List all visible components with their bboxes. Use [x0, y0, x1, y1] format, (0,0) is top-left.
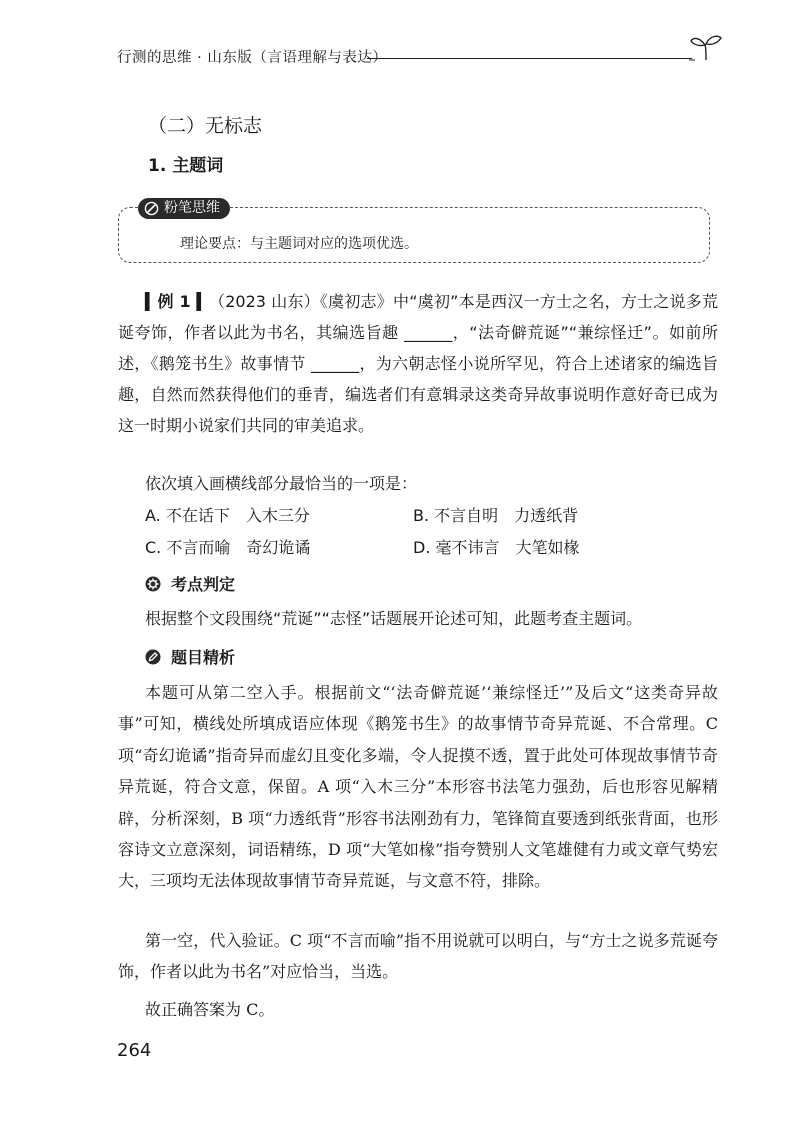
option-b: B. 不言自明 力透纸背	[413, 506, 579, 525]
point-heading-label: 考点判定	[171, 575, 236, 594]
running-header	[117, 40, 717, 70]
answer-text: 故正确答案为 C。	[145, 1000, 275, 1019]
option-a: A. 不在话下 入木三分	[145, 506, 310, 525]
subsection-title: 1. 主题词	[148, 156, 224, 176]
chalk-box-text: 理论要点：与主题词对应的选项优选。	[180, 236, 418, 252]
chalk-icon	[144, 201, 159, 216]
point-text: 根据整个文段围绕“荒诞”“志怪”话题展开论述可知，此题考查主题词。	[145, 609, 643, 628]
option-d: D. 毫不讳言 大笔如椽	[413, 538, 580, 557]
option-c: C. 不言而喻 奇幻诡谲	[145, 538, 311, 557]
detail-heading-label: 题目精析	[171, 648, 236, 667]
pen-icon	[145, 649, 161, 665]
sprout-icon	[689, 32, 723, 62]
point-heading	[145, 572, 235, 595]
example-label: ▍例 1 ▍	[145, 292, 209, 311]
detail-heading	[145, 645, 235, 668]
chalk-tag-label: 粉笔思维	[164, 200, 220, 216]
example-text: （2023 山东）《虞初志》中“虞初”本是西汉一方士之名，方士之说多荒诞夸饰，作者以此为书名，其编选旨趣 ______，“法奇僻荒诞”“兼综怪迁”。如前所述，《鹅笼书生》故事情节 ______，为六朝志怪小说所罕见，符合上述诸家的编选旨趣，自然而然获得他们的垂青，编选者们有意辑录这类奇异故事说明作意好奇已成为这一时期小说家们共同的审美追求。	[118, 292, 718, 435]
detail-text: 本题可从第二空入手。根据前文“‘法奇僻荒诞’‘兼综怪迁’”及后文“这类奇异故事”可知，横线处所填成语应体现《鹅笼书生》的故事情节奇异荒诞、不合常理。C 项“奇幻诡谲”指奇异而虚幻且变化多端，令人捉摸不透，置于此处可体现故事情节奇异荒诞，符合文意，保留。A 项“入木三分”本形容书法笔力强劲，后也形容见解精辟，分析深刻，B 项“力透纸背”形容书法刚劲有力，笔锋简直要透到纸张背面，也形容诗文立意深刻，词语精练，D 项“大笔如椽”指夸赞别人文笔雄健有力或文章气势宏大，三项均无法体现故事情节奇异荒诞，与文意不符，排除。	[118, 683, 718, 891]
section-title: （二）无标志	[148, 115, 263, 137]
question-stem: 依次填入画横线部分最恰当的一项是：	[145, 474, 418, 493]
page-number: 264	[117, 1040, 152, 1061]
verify-text: 第一空，代入验证。C 项“不言而喻”指不用说就可以明白，与“方士之说多荒诞夸饰，作者以此为书名”对应恰当，当选。	[118, 931, 718, 982]
example-paragraph	[118, 286, 718, 441]
gear-icon	[145, 576, 161, 592]
header-rule	[367, 58, 692, 59]
answer-options	[145, 500, 705, 564]
header-title: 行测的思维 · 山东版（言语理解与表达）	[117, 50, 388, 66]
chalk-thinking-tag	[138, 198, 230, 219]
